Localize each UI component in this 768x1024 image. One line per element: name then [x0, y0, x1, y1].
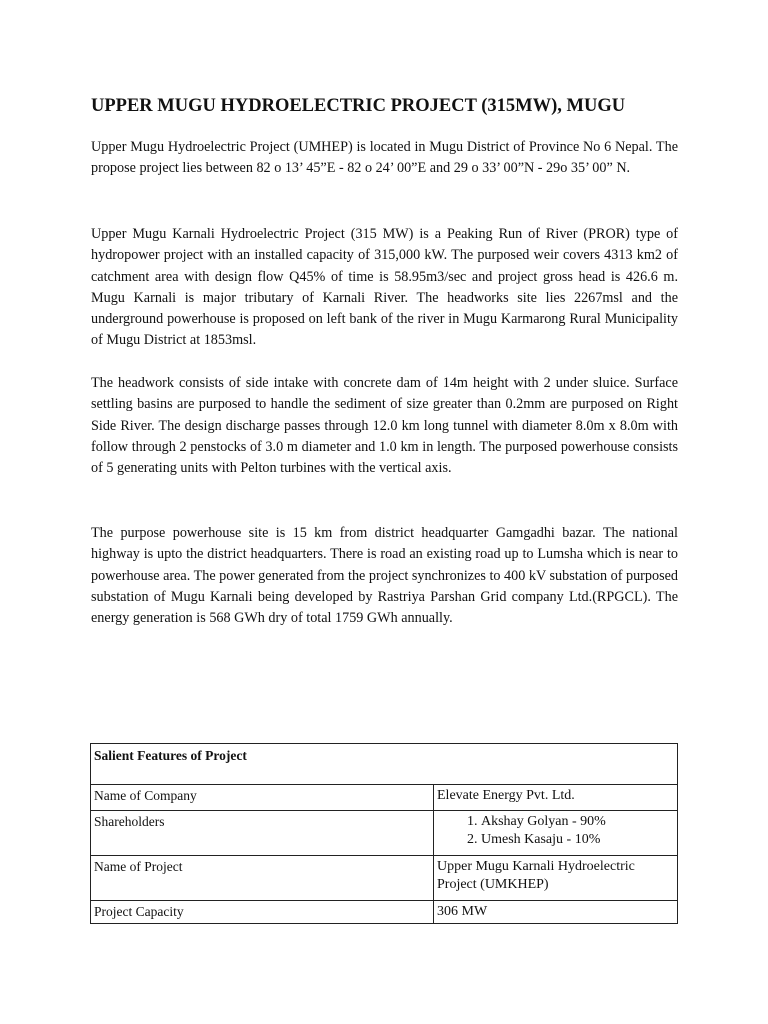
table-row [91, 901, 678, 924]
shareholders-list [437, 813, 674, 849]
shareholder-item: 1. Akshay Golyan - 90% [481, 813, 674, 831]
table-row [91, 811, 678, 856]
paragraph-location: Upper Mugu Hydroelectric Project (UMHEP) is located in Mugu District of Province No 6 Nepal. The propose project lies between 82 o 13’ 45”E - 82 o 24’ 00”E and 29 o 33’ 00”N - 29o 35’ 00” N. [91, 139, 678, 177]
project-value: Upper Mugu Karnali Hydroelectric Project (UMKHEP) [434, 856, 678, 901]
table-heading-row [91, 744, 678, 785]
capacity-label: Project Capacity [91, 901, 434, 924]
salient-features-table [90, 743, 678, 924]
paragraph-access: The purpose powerhouse site is 15 km from district headquarter Gamgadhi bazar. The national highway is upto the district headquarters. There is road an existing road up to Lumsha which is near to powerhouse area. The power generated from the project synchronizes to 400 kV substation of purposed substation of Mugu Karnali being developed by Rastriya Parshan Grid company Ltd.(RPGCL). The energy generation is 568 GWh dry of total 1759 GWh annually. [91, 525, 678, 627]
project-label: Name of Project [91, 856, 434, 901]
capacity-value: 306 MW [434, 901, 678, 924]
company-label: Name of Company [91, 785, 434, 811]
table-heading: Salient Features of Project [91, 744, 678, 785]
table-row [91, 785, 678, 811]
company-value: Elevate Energy Pvt. Ltd. [434, 785, 678, 811]
document-title: UPPER MUGU HYDROELECTRIC PROJECT (315MW), MUGU [91, 96, 626, 116]
shareholder-item: 2. Umesh Kasaju - 10% [481, 831, 674, 849]
table-row [91, 856, 678, 901]
shareholders-label: Shareholders [91, 811, 434, 856]
shareholders-value [434, 811, 678, 856]
paragraph-overview: Upper Mugu Karnali Hydroelectric Project (315 MW) is a Peaking Run of River (PROR) type of hydropower project with an installed capacity of 315,000 kW. The purposed weir covers 4313 km2 of catchment area with design flow Q45% of time is 58.95m3/sec and project gross head is 426.6 m. Mugu Karnali is major tributary of Karnali River. The headworks site lies 2267msl and the underground powerhouse is proposed on left bank of the river in Mugu Karmarong Rural Municipality of Mugu District at 1853msl. [91, 226, 678, 349]
paragraph-headworks: The headwork consists of side intake with concrete dam of 14m height with 2 under sluice. Surface settling basins are purposed to handle the sediment of size greater than 0.2mm are purposed on Right Side River. The design discharge passes through 12.0 km long tunnel with diameter 8.0m x 8.0m with follow through 2 penstocks of 3.0 m diameter and 1.0 km in length. The purposed powerhouse consists of 5 generating units with Pelton turbines with the vertical axis. [91, 375, 678, 477]
